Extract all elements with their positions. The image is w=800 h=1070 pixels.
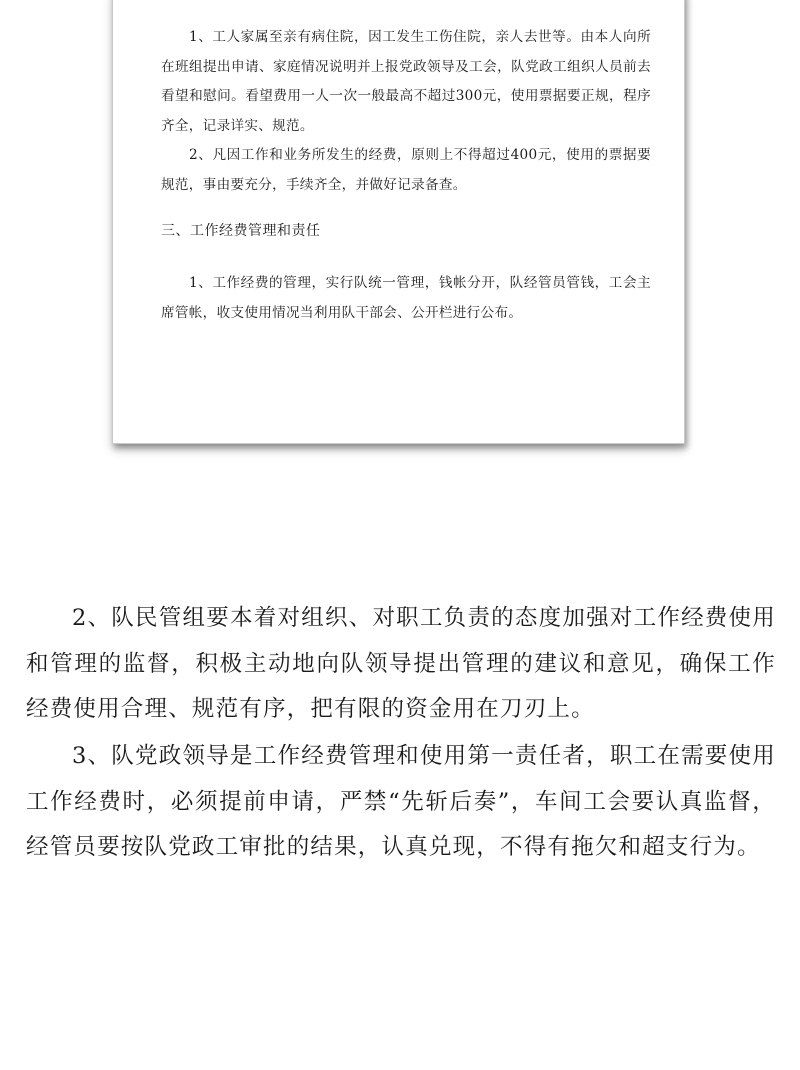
card-paragraph-business-expenses: 2、凡因工作和业务所发生的经费，原则上不得超过400元，使用的票据要规范，事由要充分，手续齐全，并做好记录备查。 bbox=[161, 147, 651, 193]
document-page-card bbox=[112, 0, 685, 444]
body-paragraph-supervision: 2、队民管组要本着对组织、对职工负责的态度加强对工作经费使用和管理的监督，积极主动地向队领导提出管理的建议和意见，确保工作经费使用合理、规范有序，把有限的资金用在刀刃上。 bbox=[26, 605, 776, 723]
card-paragraph-fund-management: 1、工作经费的管理，实行队统一管理，钱帐分开，队经管员管钱，工会主席管帐，收支使用情况当利用队干部会、公开栏进行公布。 bbox=[161, 275, 651, 321]
body-paragraph-responsibility: 3、队党政领导是工作经费管理和使用第一责任者，职工在需要使用工作经费时，必须提前申请，严禁“先斩后奏”，车间工会要认真监督，经管员要按队党政工审批的结果，认真兑现，不得有拖欠和超支行为。 bbox=[26, 743, 776, 861]
card-section-heading: 三、工作经费管理和责任 bbox=[161, 223, 321, 239]
card-paragraph-visit-expenses: 1、工人家属至亲有病住院，因工发生工伤住院，亲人去世等。由本人向所在班组提出申请、家庭情况说明并上报党政领导及工会，队党政工组织人员前去看望和慰问。看望费用一人一次一般最高不超过300元，使用票据要正规，程序齐全，记录详实、规范。 bbox=[161, 29, 651, 134]
